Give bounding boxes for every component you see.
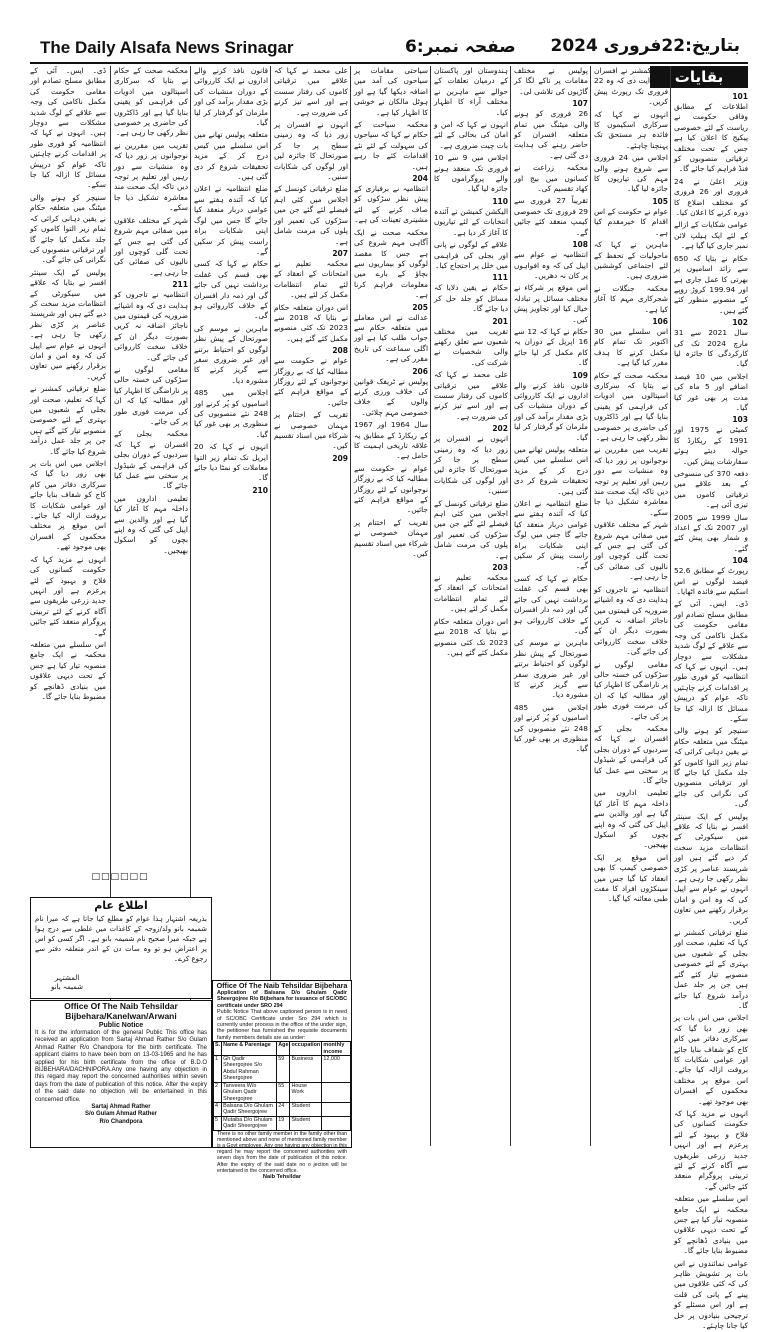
article-paragraph: اس دوران متعلقہ حکام نے بتایا کہ 2018 سے 2023 تک کئی منصوبے مکمل کئے گئے ہیں۔ bbox=[274, 302, 348, 343]
article-paragraph: سنیچر کو ہونے والی میٹنگ میں متعلقہ حکام نے یقین دہانی کرائی کہ تمام زیر التوا کاموں کو جلد مکمل کیا جائے گا اور ترقیاتی منصوبوں کی نگرانی کی جائے گی۔ bbox=[29, 192, 106, 265]
article-paragraph: ضلع ترقیاتی کمشنر نے کہا کہ تعلیم، صحت اور بجلی کے شعبوں میں بہتری کے لئے خصوصی منصوبے تیار کئے گئے ہیں جن پر جلد عمل درآمد شروع کیا جائے گا۔ bbox=[30, 384, 106, 456]
article-column-3 bbox=[514, 66, 588, 1146]
article-paragraph: انہوں نے کہا کہ 20 اپریل تک تمام زیر التوا معاملات کو نمٹا دیا جائے گا۔ bbox=[194, 442, 268, 483]
article-paragraph: قانون نافذ کرنے والے اداروں نے ایک کارروائی کے دوران منشیات کی بڑی مقدار برآمد کی اور ملزمان کو گرفتار کر لیا گیا۔ bbox=[514, 380, 588, 442]
article-number: 209 bbox=[332, 453, 348, 463]
table-header: S. bbox=[214, 1042, 222, 1056]
article-paragraph: عوامی نمائندوں نے اس بات پر تشویش ظاہر کی کہ کئی علاقوں میں پینے کے پانی کی قلت ہے اور اس مسئلے کو ترجیحی بنیادوں پر حل کیا جانا چاہئے۔ bbox=[674, 1258, 748, 1331]
article-column-4 bbox=[434, 66, 508, 1146]
article-paragraph: تقریب کے اختتام پر مہمان خصوصی نے شرکاء میں اسناد تقسیم کیں۔ bbox=[354, 517, 428, 559]
article-paragraph: اس موقع پر ایک خصوصی کیمپ کا بھی انعقاد کیا گیا جس میں سینکڑوں افراد کا مفت طبی معائنہ کیا گیا۔ bbox=[594, 852, 668, 904]
sc-obc-certificate-notice bbox=[212, 980, 352, 1180]
table-cell bbox=[322, 1102, 351, 1116]
article-paragraph: محکمہ سیاحت کے حکام نے کہا کہ سیاحوں کی سہولت کے لئے نئے اقدامات کئے جا رہے ہیں۔ bbox=[354, 120, 428, 171]
article-paragraph: حکام نے کہا کہ کسی بھی قسم کی غفلت برداشت نہیں کی جائے گی اور ذمہ دار افسران کے خلاف کارروائی ہو گی۔ bbox=[194, 259, 268, 321]
article-paragraph: اجلاس میں 10 فیصد اضافے اور 5 ماہ کی مدت پر بھی غور کیا گیا۔ bbox=[674, 371, 748, 412]
article-paragraph: مقامی لوگوں نے سڑکوں کی خستہ حالی پر ناراضگی کا اظہار کیا اور مطالبہ کیا کہ ان کی مرمت فوری طور پر کی جائے۔ bbox=[114, 364, 188, 426]
table-row bbox=[214, 1082, 351, 1102]
article-paragraph: محکمہ صحت کے حکام نے بتایا کہ سرکاری اسپتالوں میں ادویات کی فراہمی کو یقینی بنایا گیا ہے اور ڈاکٹروں کی حاضری پر خصوصی نظر رکھی جا رہی ہے۔ bbox=[114, 66, 188, 138]
article-column-8 bbox=[114, 66, 188, 866]
signatory-name: Sartaj Ahmad Rather bbox=[91, 1104, 151, 1111]
article-paragraph: محکمہ بجلی کے افسران نے کہا کہ سردیوں کے دوران بجلی کی فراہمی کے شیڈول پر سختی سے عمل کیا جائے گا۔ bbox=[114, 429, 188, 491]
article-number: 109 bbox=[572, 370, 588, 380]
article-paragraph: محکمہ تعلیم نے امتحانات کے انعقاد کے لئے تمام انتظامات مکمل کر لئے ہیں۔ bbox=[434, 573, 508, 614]
article-paragraph: اس سلسلے میں متعلقہ محکمہ نے ایک جامع منصوبہ تیار کیا ہے جس کے تحت دیہی علاقوں میں بنیادی ڈھانچے کو مضبوط بنایا جائے گا۔ bbox=[674, 1194, 748, 1256]
table-cell: Mutaiba D/o Ghulam Qadir Sheergojree bbox=[222, 1116, 277, 1130]
article-paragraph: ضلع ترقیاتی کونسل کے اجلاس میں کئی اہم فیصلے لئے گئے جن میں سڑکوں کی تعمیر اور پلوں کی مرمت شامل ہے۔ bbox=[434, 498, 508, 560]
article-paragraph: ضلع ترقیاتی کمشنر نے کہا کہ تعلیم، صحت اور بجلی کے شعبوں میں بہتری کے لئے خصوصی منصوبے تیار کئے گئے ہیں جن پر جلد عمل درآمد شروع کیا جائے گا۔ bbox=[674, 928, 748, 1010]
signature-label: المشتہر bbox=[54, 974, 80, 982]
article-paragraph: شہر کے مختلف علاقوں میں صفائی مہم شروع کی گئی ہے جس کے تحت گلی کوچوں اور نالیوں کی صفائی کی جا رہی ہے۔ bbox=[594, 520, 668, 582]
article-paragraph: اس دوران متعلقہ حکام نے بتایا کہ 2018 سے 2023 تک کئی منصوبے مکمل کئے گئے ہیں۔ bbox=[434, 616, 508, 657]
table-cell: House Work bbox=[290, 1082, 322, 1102]
article-paragraph: عوام نے حکومت سے مطالبہ کیا کہ بے روزگار نوجوانوں کے لئے روزگار کے مواقع فراہم کئے جائیں۔ bbox=[354, 463, 428, 515]
article-paragraph: اجلاس میں 9 سے 10 فروری تک منعقد ہونے والے پروگراموں کا جائزہ لیا گیا۔ bbox=[434, 153, 508, 194]
article-paragraph: تقریب کے اختتام پر مہمان خصوصی نے شرکاء میں اسناد تقسیم کیں۔ bbox=[274, 410, 348, 451]
table-header: occupation bbox=[290, 1042, 322, 1056]
table-row bbox=[214, 1116, 351, 1130]
table-row bbox=[214, 1102, 351, 1116]
column-divider bbox=[590, 66, 591, 1146]
table-cell: Tanveera W/o Ghulam Qadir Sheergojree bbox=[222, 1082, 277, 1102]
table-cell: 4 bbox=[214, 1102, 222, 1116]
article-paragraph: انتظامیہ نے برفباری کے پیش نظر سڑکوں کو صاف کرنے کے لئے مشینری تعینات کی ہے۔ bbox=[354, 184, 428, 225]
article-paragraph: رپورٹ کے مطابق 52.6 فیصد لوگوں نے اس اسکیم سے فائدہ اٹھایا۔ bbox=[674, 566, 748, 597]
notice-body: Public Notice That above captioned person is in need of SC/OBC Certificate under Sro 294 which is currently under process in the office of the under sign, the petitioner has furnished the requisite documents family members details are as under: bbox=[217, 1009, 347, 1041]
article-paragraph: مقامی لوگوں نے سڑکوں کی خستہ حالی پر ناراضگی کا اظہار کیا اور مطالبہ کیا کہ ان کی مرمت فوری طور پر کی جائے۔ bbox=[594, 659, 668, 721]
article-paragraph: پولیس کے ایک سینئر افسر نے بتایا کہ علاقے میں سیکورٹی کے انتظامات مزید سخت کر دیے گئے ہیں اور شرپسند عناصر پر کڑی نظر رکھی جا رہی ہے۔ انہوں نے عوام سے اپیل کی کہ وہ امن و امان برقرار رکھنے میں تعاون کریں۔ bbox=[674, 811, 748, 925]
notice-office-title: Office Of The Naib Tehsildar bbox=[64, 1001, 178, 1011]
article-paragraph: سال 2021 سے 31 مارچ 2024 تک کی کارکردگی کا جائزہ لیا گیا۔ bbox=[674, 328, 748, 369]
article-number: 205 bbox=[412, 302, 428, 312]
article-number: 103 bbox=[732, 415, 748, 425]
notice-body: بذریعہ اشتہار ہذا عوام کو مطلع کیا جاتا ہے کہ میرا نام شمیمہ بانو ولد/زوجہ کے کاغذات میں غلطی سے درج ہوا ہے جبکہ میرا صحیح نام شمیمہ بانو ہے۔ اگر کسی کو اس پر اعتراض ہو تو وہ سات دن کے اندر متعلقہ دفتر سے رجوع کرے۔ bbox=[35, 915, 207, 963]
table-cell bbox=[322, 1082, 351, 1102]
article-paragraph: اطلاعات کے مطابق وفاقی حکومت نے ریاست کے لئے خصوصی پیکیج کا اعلان کیا ہے جس کے تحت مختلف ترقیاتی منصوبوں کو فنڈ فراہم کیا جائے گا۔ bbox=[674, 102, 748, 174]
article-paragraph: انہوں نے افسران پر زور دیا کہ وہ زمینی سطح پر جا کر صورتحال کا جائزہ لیں اور لوگوں کی شکایات سنیں۔ bbox=[434, 434, 508, 496]
table-cell: 5 bbox=[214, 1116, 222, 1130]
table-cell: 12,000 bbox=[322, 1056, 351, 1083]
article-number: 101 bbox=[732, 92, 748, 101]
article-paragraph: تقریب میں مختلف شعبوں سے تعلق رکھنے والی شخصیات نے شرکت کی۔ bbox=[434, 326, 508, 367]
article-number: 204 bbox=[412, 174, 428, 184]
article-paragraph: حکام نے کہا کہ کسی بھی قسم کی غفلت برداشت نہیں کی جائے گی اور ذمہ دار افسران کے خلاف کارروائی ہو گی۔ bbox=[514, 573, 588, 635]
article-number: 110 bbox=[492, 196, 508, 206]
article-paragraph: محکمہ جنگلات نے شجرکاری مہم کا آغاز کیا ہے۔ bbox=[594, 283, 668, 314]
table-cell: Balsana D/o Ghulam Qadir Sheergojree bbox=[222, 1102, 277, 1116]
article-paragraph: ڈپٹی کمشنر نے افسران کو ہدایت دی کہ وہ 22 فروری تک رپورٹ پیش کریں۔ bbox=[594, 66, 668, 107]
notice-intro: Application of Balsana D/o Ghulam Qadir Sheergojree R/o Bijbehara for issuance of SC/OBC certificate under SRO 294 bbox=[217, 990, 347, 1009]
notice-office-subtitle: Bijbehara/Kanelwan/Arwani bbox=[65, 1011, 177, 1021]
article-paragraph: سیاحتی مقامات پر سیاحوں کی آمد میں اضافہ دیکھا گیا ہے اور ہوٹل مالکان نے خوشی کا اظہار کیا ہے۔ bbox=[354, 66, 428, 117]
notice-footer: There is no other family member in the family other than mentioned above and none of mentioned family member is a Govt employee. Any one having any objection in this regard he may report the concerned authorities with seven days from the date of publication of this notice. After the expiry of the said date no o jection will be entertained in the concerned office. bbox=[217, 1130, 347, 1174]
article-column-9 bbox=[30, 66, 106, 866]
article-paragraph: انہوں نے مزید کہا کہ حکومت کسانوں کی فلاح و بہبود کے لئے پرعزم ہے اور انہیں جدید زرعی طریقوں سے آگاہ کرنے کے لئے تربیتی پروگرام منعقد کئے جائیں گے۔ bbox=[30, 554, 106, 637]
article-paragraph: پولیس نے ٹریفک قوانین کی خلاف ورزی کرنے والوں کے خلاف خصوصی مہم چلائی۔ bbox=[354, 376, 428, 417]
table-cell: Business bbox=[290, 1056, 322, 1083]
article-paragraph: محکمہ صحت نے ایک آگاہی مہم شروع کی ہے جس کا مقصد لوگوں کو بیماریوں سے بچاؤ کے بارے میں معلومات فراہم کرنا ہے۔ bbox=[354, 227, 428, 300]
article-number: 206 bbox=[412, 366, 428, 376]
article-paragraph: تعلیمی اداروں میں داخلہ مہم کا آغاز کیا گیا ہے اور والدین سے اپیل کی گئی کہ وہ اپنے بچوں کو اسکول بھیجیں۔ bbox=[114, 493, 188, 555]
article-number: 210 bbox=[252, 485, 268, 495]
article-paragraph: پولیس نے مختلف مقامات پر ناکے لگا کر گاڑیوں کی تلاشی لی۔ bbox=[514, 66, 588, 96]
article-paragraph: پولیس کے ایک سینئر افسر نے بتایا کہ علاقے میں سیکورٹی کے انتظامات مزید سخت کر دیے گئے ہیں اور شرپسند عناصر پر کڑی نظر رکھی جا رہی ہے۔ انہوں نے عوام سے اپیل کی کہ وہ امن و امان برقرار رکھنے میں تعاون کریں۔ bbox=[30, 267, 106, 381]
table-cell bbox=[322, 1116, 351, 1130]
column-divider bbox=[430, 66, 431, 1146]
article-paragraph: ماہرین نے موسم کی صورتحال کے پیش نظر لوگوں کو احتیاط برتنے اور غیر ضروری سفر سے گریز کرنے کا مشورہ دیا۔ bbox=[514, 638, 588, 700]
birth-certificate-notice bbox=[30, 1000, 212, 1148]
article-paragraph: تقریب میں مقررین نے نوجوانوں پر زور دیا کہ وہ منشیات سے دور رہیں اور تعلیم پر توجہ دیں تاکہ ایک صحت مند معاشرہ تشکیل دیا جا سکے۔ bbox=[594, 445, 668, 517]
signatory-father: S/o Gulam Ahmad Rather bbox=[84, 1111, 158, 1118]
table-row bbox=[214, 1056, 351, 1083]
article-number: 208 bbox=[332, 346, 348, 356]
article-paragraph: تقریباً 27 فروری سے 29 فروری تک خصوصی کیمپ منعقد کئے جائیں گے۔ bbox=[514, 196, 588, 237]
notice-office-title: Office Of The Naib Tehsildar Bijbehara bbox=[216, 981, 348, 990]
article-paragraph: تعلیمی اداروں میں داخلہ مہم کا آغاز کیا گیا ہے اور والدین سے اپیل کی گئی کہ وہ اپنے بچوں کو اسکول بھیجیں۔ bbox=[594, 788, 668, 850]
signature-name: شمیمہ بانو bbox=[51, 983, 84, 991]
article-paragraph: حکام نے یقین دلایا کہ مسائل کو جلد حل کر دیا جائے گا۔ bbox=[434, 283, 508, 314]
article-paragraph: علی محمد نے کہا کہ علاقے میں ترقیاتی کاموں کی رفتار سست ہے اور اسے تیز کرنے کی ضرورت ہے۔ bbox=[274, 66, 348, 117]
article-paragraph: انتظامیہ نے عوام سے اپیل کی کہ وہ افواہوں پر کان نہ دھریں۔ bbox=[514, 250, 588, 280]
article-paragraph: انتظامیہ نے تاجروں کو ہدایت دی کہ وہ اشیائے ضروریہ کی قیمتوں میں ناجائز اضافہ نہ کریں بصورت دیگر ان کے خلاف سخت کارروائی کی جائے گی۔ bbox=[594, 584, 668, 657]
article-paragraph: ضلع ترقیاتی کونسل کے اجلاس میں کئی اہم فیصلے لئے گئے جن میں سڑکوں کی تعمیر اور پلوں کی مرمت شامل ہے۔ bbox=[274, 184, 348, 246]
notice-signatory bbox=[31, 1104, 211, 1126]
article-column-1 bbox=[674, 92, 749, 1331]
table-header: monthly income bbox=[322, 1042, 351, 1056]
table-header: Name & Parentage bbox=[222, 1042, 277, 1056]
notice-type: Public Notice bbox=[98, 1022, 144, 1029]
article-column-2 bbox=[594, 66, 668, 1146]
article-paragraph: اجلاس میں 485 اسامیوں کو پُر کرنے اور 248 نئے منصوبوں کی منظوری پر بھی غور کیا گیا۔ bbox=[194, 388, 268, 439]
article-number: 211 bbox=[172, 280, 188, 290]
article-paragraph: انہوں نے کہا کہ سرکاری اسکیموں کا فائدہ ہر مستحق تک پہنچنا چاہئے۔ bbox=[594, 109, 668, 150]
article-paragraph: متعلقہ پولیس تھانے میں اس سلسلے میں کیس درج کر کے مزید تحقیقات شروع کر دی گئی ہیں۔ bbox=[514, 445, 588, 496]
article-paragraph: انہوں نے مزید کہا کہ حکومت کسانوں کی فلاح و بہبود کے لئے پرعزم ہے اور انہیں جدید زرعی طریقوں سے آگاہ کرنے کے لئے تربیتی پروگرام منعقد کئے جائیں گے۔ bbox=[674, 1108, 748, 1191]
article-paragraph: حکام نے کہا کہ 12 سے 16 اپریل کے دوران یہ کام مکمل کر لیا جائے گا۔ bbox=[514, 326, 588, 368]
issue-date: بتاریخ:22فروری 2024 bbox=[550, 36, 740, 56]
table-cell: 59 bbox=[277, 1056, 290, 1083]
article-paragraph: اجلاس میں اس بات پر بھی زور دیا گیا کہ سرکاری دفاتر میں کام کاج کو شفاف بنایا جائے اور عوامی شکایات کا بروقت ازالہ کیا جائے۔ اس موقع پر مختلف محکموں کے افسران بھی موجود تھے۔ bbox=[674, 1013, 748, 1106]
article-paragraph: تقریب میں مقررین نے نوجوانوں پر زور دیا کہ وہ منشیات سے دور رہیں اور تعلیم پر توجہ دیں تاکہ ایک صحت مند معاشرہ تشکیل دیا جا سکے۔ bbox=[114, 140, 188, 213]
article-paragraph: ڈی۔ ایس۔ آئی کے مطابق مسلح تصادم اور مقامی حکومت کی مکمل ناکامی کی وجہ سے علاقے کے لوگ شدید مشکلات سے دوچار ہیں۔ انہوں نے کہا کہ انتظامیہ کو فوری طور پر اقدامات کرنے چاہئیں تاکہ عوام کو درپیش مسائل کا ازالہ کیا جا سکے۔ bbox=[674, 599, 748, 723]
urdu-public-notice bbox=[30, 897, 212, 999]
article-paragraph: علاقے کے لوگوں نے پانی اور بجلی کی فراہمی میں خلل پر احتجاج کیا۔ bbox=[434, 240, 508, 270]
article-number: 102 bbox=[732, 318, 748, 328]
article-paragraph: اس موقع پر شرکاء نے مختلف مسائل پر تبادلہ خیال کیا اور تجاویز پیش کیں۔ bbox=[514, 283, 588, 324]
article-paragraph: ضلع انتظامیہ نے اعلان کیا کہ آئندہ ہفتے سے عوامی دربار منعقد کیا جائے گا جس میں لوگ اپنی شکایات براہ راست پیش کر سکیں گے۔ bbox=[194, 184, 268, 256]
article-column-5 bbox=[354, 66, 428, 1146]
article-paragraph: سنیچر کو ہونے والی میٹنگ میں متعلقہ حکام نے یقین دہانی کرائی کہ تمام زیر التوا کاموں کو جلد مکمل کیا جائے گا اور ترقیاتی منصوبوں کی نگرانی کی جائے گی۔ bbox=[674, 726, 748, 809]
article-paragraph: ماہرین نے موسم کی صورتحال کے پیش نظر لوگوں کو احتیاط برتنے اور غیر ضروری سفر سے گریز کرنے کا مشورہ دیا۔ bbox=[194, 323, 268, 385]
article-paragraph: دفعہ 370 کی منسوخی کے بعد علاقے میں ترقیاتی کاموں میں تیزی آئی ہے۔ bbox=[674, 469, 748, 510]
article-paragraph: اجلاس میں 24 فروری سے شروع ہونے والی مہم کی تیاریوں کا جائزہ لیا گیا۔ bbox=[594, 153, 668, 194]
table-cell: Student bbox=[290, 1102, 322, 1116]
column-divider bbox=[510, 66, 511, 1146]
notice-body: It is for the information of the general Public This office has received an application from Sartaj Ahmad Rather S/o Gulam Ahmad Rather R/o Chandpora for the birth certificate. The applicant claims to have been born on 13-03-1965 and he has applied for his birth certificate from the office of B.D.O BIJBEHARA/DACHNIPORA.Any one having any objection in this regard may report the concerned authorities within seven days from the date of publication of this notice. After the expiry of the said date no objection will be entertained in this concerned office. bbox=[35, 1030, 207, 1103]
article-paragraph: سال 1999 سے 2005 اور 2007 تک کے اعداد و شمار بھی پیش کئے گئے۔ bbox=[674, 512, 748, 553]
article-number: 104 bbox=[732, 556, 748, 566]
article-paragraph: اس سلسلے میں متعلقہ محکمہ نے ایک جامع منصوبہ تیار کیا ہے جس کے تحت دیہی علاقوں میں بنیادی ڈھانچے کو مضبوط بنایا جائے گا۔ bbox=[30, 639, 106, 701]
article-paragraph: ہندوستان اور پاکستان کے درمیان تعلقات کے حوالے سے ماہرین نے مختلف آراء کا اظہار کیا۔ bbox=[434, 66, 508, 117]
article-paragraph: حکام نے بتایا کہ 650 سے زائد اسامیوں پر بھرتی کا عمل جاری ہے اور 199.94 کروڑ روپے کے منصوبے منظور کئے گئے ہیں۔ bbox=[674, 253, 748, 315]
article-paragraph: ماہرین نے کہا کہ ماحولیات کے تحفظ کے لئے اجتماعی کوششیں ضروری ہیں۔ bbox=[594, 240, 668, 281]
table-cell: 24 bbox=[277, 1102, 290, 1116]
article-paragraph: اجلاس میں 485 اسامیوں کو پُر کرنے اور 248 نئے منصوبوں کی منظوری پر بھی غور کیا گیا۔ bbox=[514, 702, 588, 754]
article-paragraph: اس سلسلے میں 30 اکتوبر تک تمام کام مکمل کرنے کا ہدف مقرر کیا گیا ہے۔ bbox=[594, 326, 668, 368]
section-title: بقایات bbox=[650, 66, 748, 88]
article-paragraph: اجلاس میں اس بات پر بھی زور دیا گیا کہ سرکاری دفاتر میں کام کاج کو شفاف بنایا جائے اور عوامی شکایات کا بروقت ازالہ کیا جائے۔ اس موقع پر مختلف محکموں کے افسران بھی موجود تھے۔ bbox=[30, 459, 106, 552]
article-paragraph: سال 1964 اور 1967 کے ریکارڈ کے مطابق یہ علاقہ تاریخی اہمیت کا حامل ہے۔ bbox=[354, 420, 429, 461]
article-number: 207 bbox=[332, 248, 348, 258]
article-paragraph: ڈی۔ ایس۔ آئی کے مطابق مسلح تصادم اور مقامی حکومت کی مکمل ناکامی کی وجہ سے علاقے کے لوگ شدید مشکلات سے دوچار ہیں۔ انہوں نے کہا کہ انتظامیہ کو فوری طور پر اقدامات کرنے چاہئیں تاکہ عوام کو درپیش مسائل کا ازالہ کیا جا سکے۔ bbox=[30, 66, 106, 190]
article-paragraph: محکمہ تعلیم نے امتحانات کے انعقاد کے لئے تمام انتظامات مکمل کر لئے ہیں۔ bbox=[274, 258, 348, 300]
masthead bbox=[30, 30, 748, 64]
signatory-address: R/o Chandpora bbox=[99, 1118, 143, 1125]
article-paragraph: انتظامیہ نے تاجروں کو ہدایت دی کہ وہ اشیائے ضروریہ کی قیمتوں میں ناجائز اضافہ نہ کریں بصورت دیگر ان کے خلاف سخت کارروائی کی جائے گی۔ bbox=[114, 290, 188, 362]
article-number: 203 bbox=[492, 563, 508, 573]
article-paragraph: الیکشن کمیشن نے آئندہ انتخابات کے لئے تیاریوں کا آغاز کر دیا ہے۔ bbox=[434, 206, 508, 237]
notice-heading: اطلاع عام bbox=[94, 899, 148, 912]
family-members-table bbox=[213, 1041, 351, 1130]
article-paragraph: عوام نے حکومت سے مطالبہ کیا کہ بے روزگار نوجوانوں کے لئے روزگار کے مواقع فراہم کئے جائیں۔ bbox=[274, 356, 348, 407]
article-paragraph: 26 فروری کو ہونے والی میٹنگ میں تمام متعلقہ افسران کو حاضر رہنے کی ہدایت دی گئی ہے۔ bbox=[514, 109, 588, 160]
article-paragraph: وزیر اعلیٰ نے 24 فروری اور 26 فروری کو مختلف اضلاع کا دورہ کرنے کا اعلان کیا۔ bbox=[674, 176, 748, 218]
table-cell: 19 bbox=[277, 1116, 290, 1130]
article-paragraph: متعلقہ پولیس تھانے میں اس سلسلے میں کیس درج کر کے مزید تحقیقات شروع کر دی گئی ہیں۔ bbox=[194, 130, 268, 182]
article-column-7 bbox=[194, 66, 268, 926]
table-cell: Gh Qadir Sheergojree S/o Abdul Rahman Sheergojree bbox=[222, 1056, 277, 1083]
column-divider bbox=[670, 66, 671, 1146]
table-cell: 1 bbox=[214, 1056, 222, 1083]
article-number: 106 bbox=[652, 316, 668, 326]
article-paragraph: عوامی شکایات کے ازالے کے لئے ایک ہیلپ لائن نمبر جاری کیا گیا ہے۔ bbox=[674, 220, 748, 251]
article-paragraph: محکمہ بجلی کے افسران نے کہا کہ سردیوں کے دوران بجلی کی فراہمی کے شیڈول پر سختی سے عمل کیا جائے گا۔ bbox=[594, 723, 668, 785]
article-paragraph: عدالت نے اس معاملے میں متعلقہ حکام سے جواب طلب کیا ہے اور اگلی سماعت کی تاریخ مقرر کی ہے۔ bbox=[354, 312, 428, 364]
article-number: 202 bbox=[492, 424, 508, 434]
table-cell: 2 bbox=[214, 1082, 222, 1102]
notice-signature: Naib Tehsildar bbox=[262, 1173, 302, 1180]
article-paragraph: شہر کے مختلف علاقوں میں صفائی مہم شروع کی گئی ہے جس کے تحت گلی کوچوں اور نالیوں کی صفائی کی جا رہی ہے۔ bbox=[114, 215, 188, 277]
article-paragraph: کمیٹی نے 1975 اور 1991 کے ریکارڈ کا حوالہ دیتے ہوئے سفارشات پیش کیں۔ bbox=[674, 425, 749, 466]
table-header: Age bbox=[277, 1042, 290, 1056]
article-paragraph: علی محمد نے کہا کہ علاقے میں ترقیاتی کاموں کی رفتار سست ہے اور اسے تیز کرنے کی ضرورت ہے۔ bbox=[434, 370, 508, 421]
article-paragraph: انہوں نے کہا کہ امن و امان کی بحالی کے لئے بات چیت ضروری ہے۔ bbox=[434, 120, 508, 150]
article-paragraph: انہوں نے افسران پر زور دیا کہ وہ زمینی سطح پر جا کر صورتحال کا جائزہ لیں اور لوگوں کی شکایات سنیں۔ bbox=[274, 120, 348, 182]
table-cell: Student bbox=[290, 1116, 322, 1130]
article-number: 105 bbox=[652, 196, 668, 206]
article-number: 201 bbox=[492, 316, 508, 326]
table-header-row bbox=[214, 1042, 351, 1056]
article-paragraph: قانون نافذ کرنے والے اداروں نے ایک کارروائی کے دوران منشیات کی بڑی مقدار برآمد کی اور ملزمان کو گرفتار کر لیا گیا۔ bbox=[194, 66, 268, 128]
article-number: 107 bbox=[572, 99, 588, 109]
article-paragraph: عوام نے حکومت کے اس اقدام کا خیرمقدم کیا ہے۔ bbox=[594, 206, 668, 237]
article-paragraph: محکمہ صحت کے حکام نے بتایا کہ سرکاری اسپتالوں میں ادویات کی فراہمی کو یقینی بنایا گیا ہے اور ڈاکٹروں کی حاضری پر خصوصی نظر رکھی جا رہی ہے۔ bbox=[594, 370, 668, 442]
article-number: 108 bbox=[572, 240, 588, 250]
article-paragraph: ضلع انتظامیہ نے اعلان کیا کہ آئندہ ہفتے سے عوامی دربار منعقد کیا جائے گا جس میں لوگ اپنی شکایات براہ راست پیش کر سکیں گے۔ bbox=[514, 499, 588, 571]
page-number: صفحہ نمبر:6 bbox=[405, 37, 516, 57]
decorative-boxes: □□□□□□ bbox=[91, 872, 149, 882]
table-cell: 55 bbox=[277, 1082, 290, 1102]
article-number: 111 bbox=[492, 273, 508, 283]
newspaper-title: The Daily Alsafa News Srinagar bbox=[40, 38, 294, 57]
notice-signature bbox=[51, 974, 83, 992]
article-paragraph: محکمہ زراعت نے کسانوں میں بیج اور کھاد تقسیم کی۔ bbox=[514, 163, 588, 194]
article-column-6 bbox=[274, 66, 348, 926]
